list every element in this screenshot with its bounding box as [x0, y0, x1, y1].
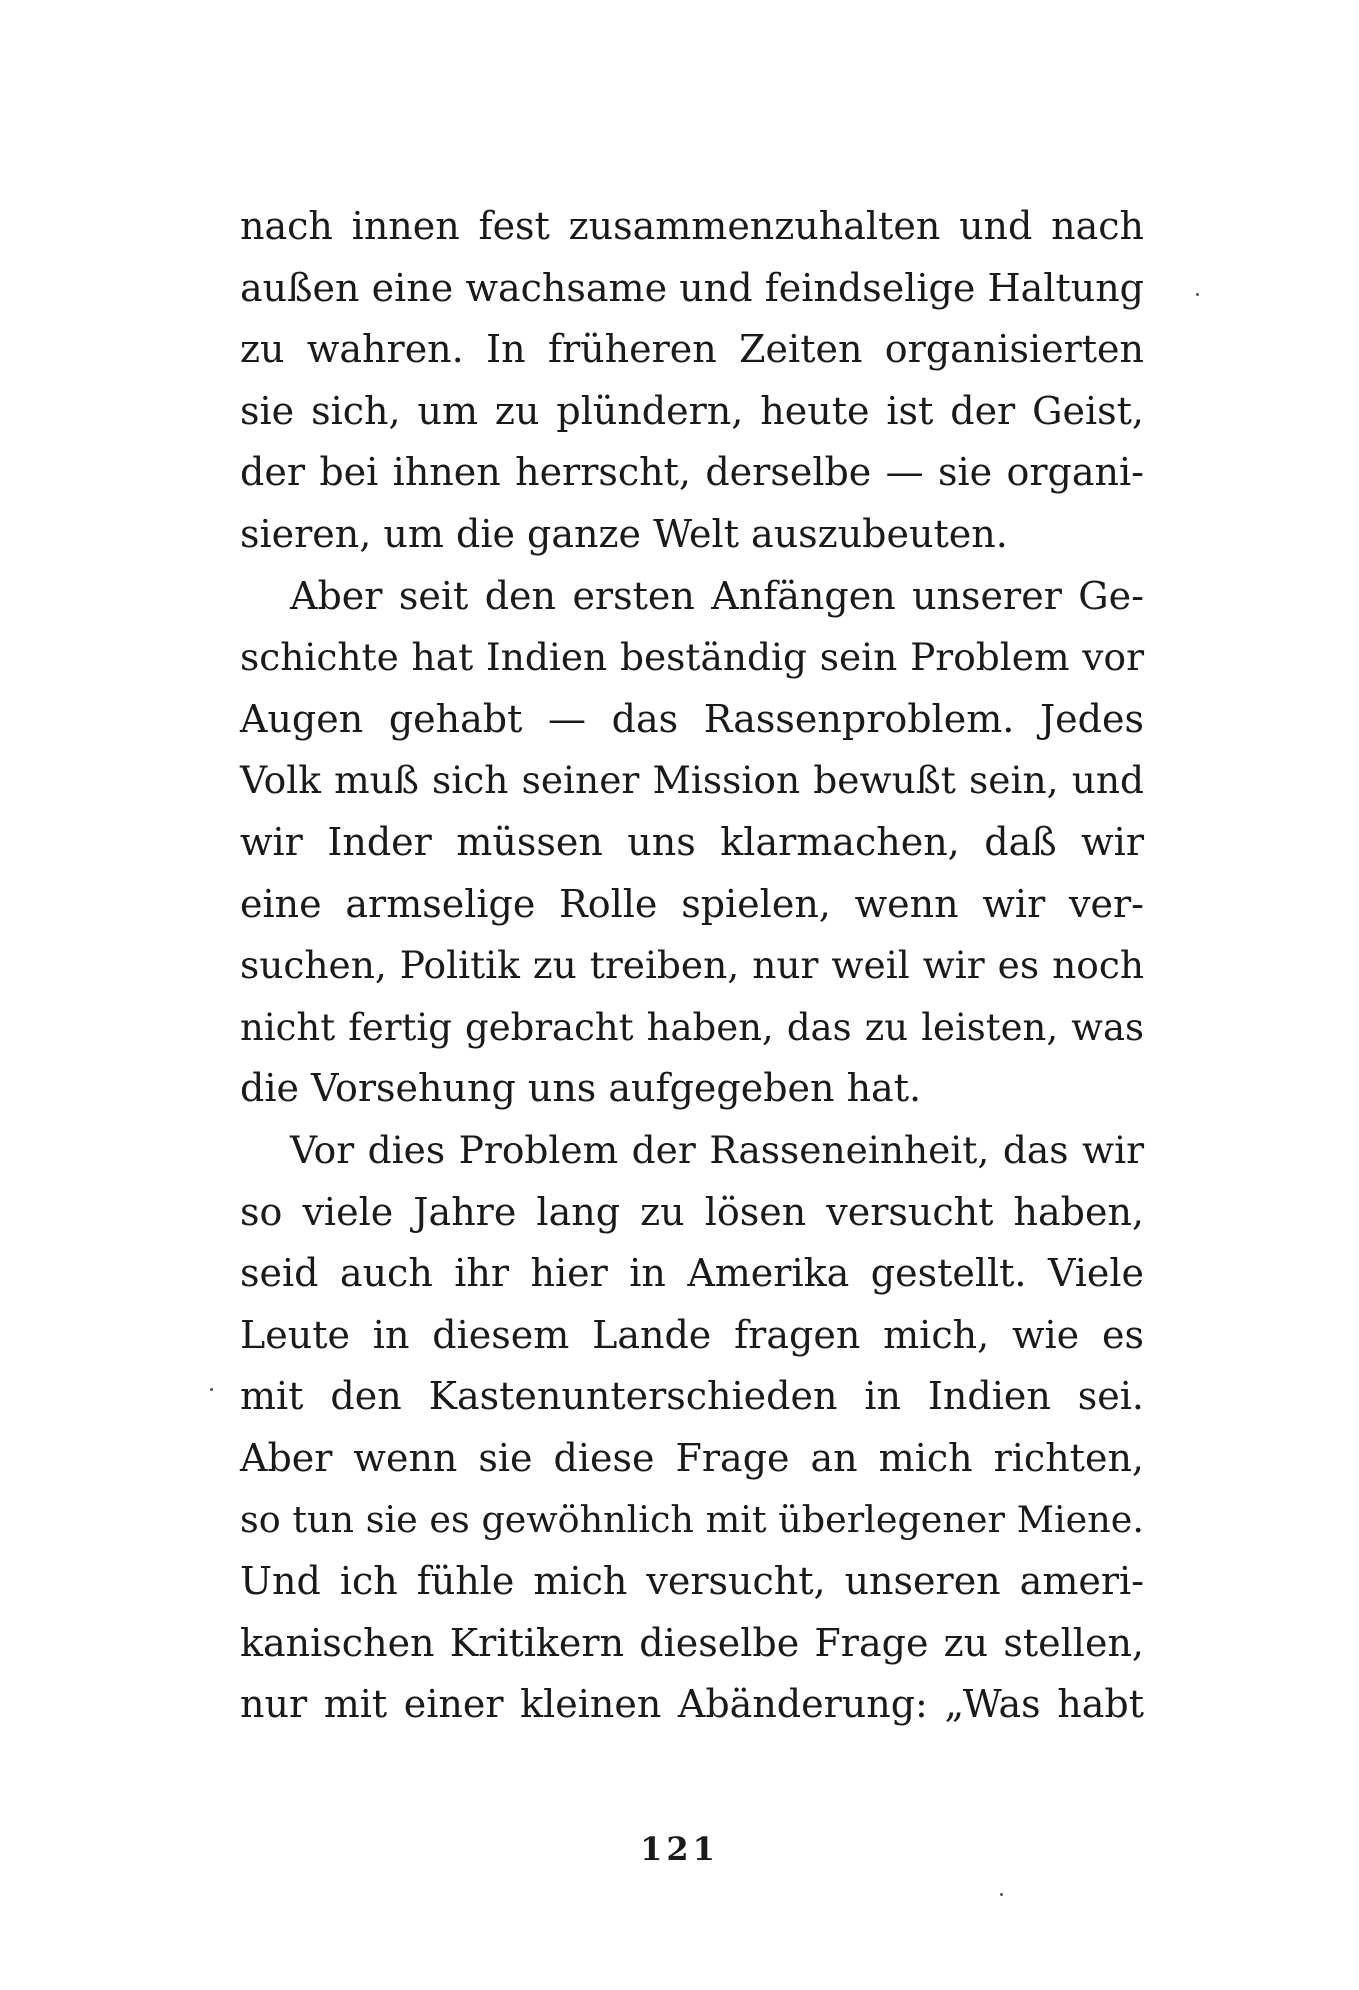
text-line: kanischen Kritikern dieselbe Frage zu stellen, — [240, 1620, 1144, 1665]
text-line: nur mit einer kleinen Abänderung: „Was habt — [240, 1682, 1144, 1727]
paragraph-3 — [240, 1120, 1144, 1736]
paragraph-2 — [240, 566, 1144, 1120]
text-line: schichte hat Indien beständig sein Problem vor — [240, 635, 1144, 680]
text-line: so tun sie es gewöhnlich mit überlegener Miene. — [240, 1498, 1144, 1542]
text-line: Aber wenn sie diese Frage an mich richten, — [240, 1435, 1144, 1480]
text-line: sie sich, um zu plündern, heute ist der Geist, — [240, 388, 1144, 433]
text-line: Und ich fühle mich versucht, unseren ameri- — [240, 1559, 1144, 1604]
paper-speck — [210, 1388, 213, 1391]
text-line: außen eine wachsame und feindselige Haltung — [240, 265, 1144, 310]
text-line: Augen gehabt — das Rassenproblem. Jedes — [240, 696, 1144, 741]
text-line: nicht fertig gebracht haben, das zu leisten, was — [240, 1005, 1144, 1049]
text-line: Volk muß sich seiner Mission bewußt sein, und — [240, 758, 1144, 803]
text-line: eine armselige Rolle spielen, wenn wir ver- — [240, 881, 1144, 926]
page-number: 121 — [640, 1830, 719, 1868]
text-line: seid auch ihr hier in Amerika gestellt. Viele — [240, 1251, 1144, 1296]
text-line: Vor dies Problem der Rasseneinheit, das wir — [290, 1127, 1144, 1172]
text-line: mit den Kastenunterschieden in Indien sei. — [240, 1374, 1144, 1419]
paragraph-1 — [240, 196, 1144, 566]
paper-speck — [1196, 293, 1199, 296]
text-line: sieren, um die ganze Welt auszubeuten. — [240, 511, 1008, 556]
text-line: der bei ihnen herrscht, derselbe — sie organi- — [240, 450, 1144, 495]
text-line: zu wahren. In früheren Zeiten organisierten — [240, 327, 1144, 372]
text-line: wir Inder müssen uns klarmachen, daß wir — [240, 819, 1144, 864]
paper-speck — [1000, 1893, 1003, 1896]
text-line: nach innen fest zusammenzuhalten und nach — [240, 204, 1144, 248]
text-line: die Vorsehung uns aufgegeben hat. — [240, 1066, 922, 1111]
text-line: suchen, Politik zu treiben, nur weil wir es noch — [240, 943, 1144, 988]
text-line: Aber seit den ersten Anfängen unserer Ge- — [290, 573, 1144, 618]
body-text — [240, 196, 1144, 1736]
text-line: Leute in diesem Lande fragen mich, wie es — [240, 1312, 1144, 1357]
text-line: so viele Jahre lang zu lösen versucht haben, — [240, 1189, 1144, 1234]
